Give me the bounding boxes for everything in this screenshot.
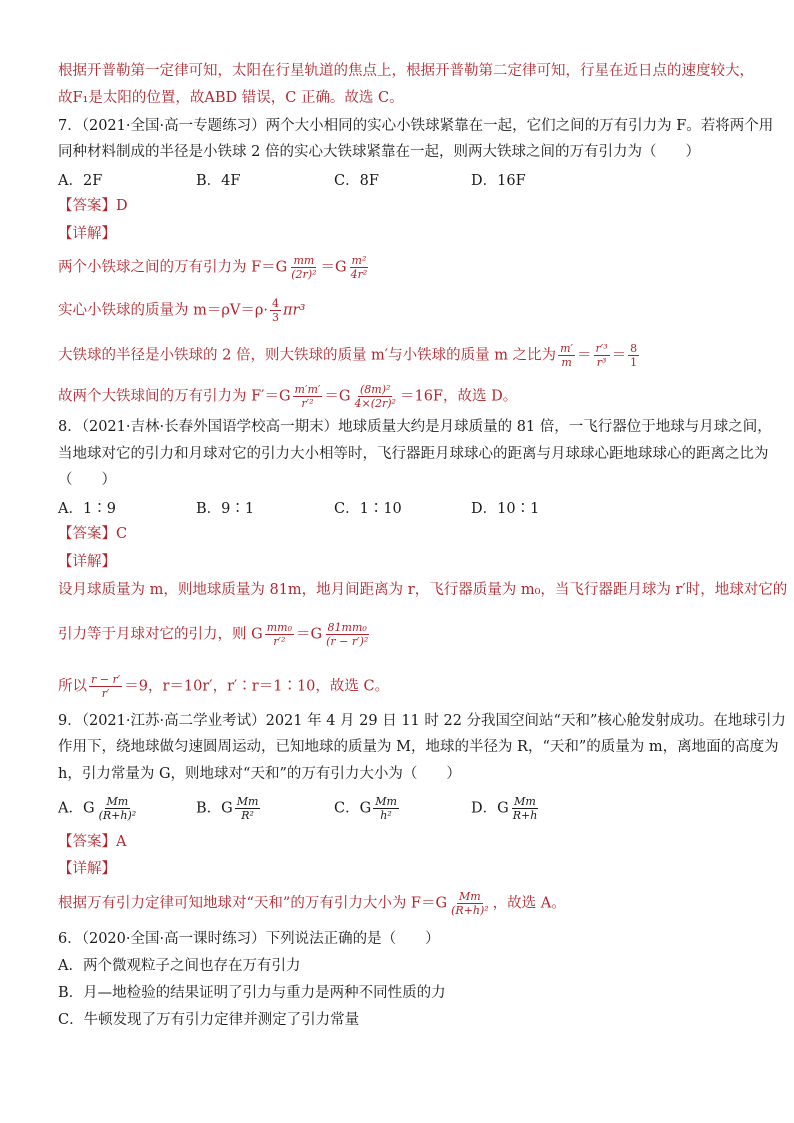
q7-s2-f-num: 4 (272, 297, 279, 310)
q7-s3-f2-num: r′³ (595, 342, 608, 355)
q7-option-a: A．2F (58, 173, 103, 189)
q9-s1-tail: ，故选 A。 (492, 895, 566, 912)
q9-option-b-den: R² (241, 809, 254, 822)
q8-stem-line-2: 当地球对它的引力和月球对它的引力大小相等时，飞行器距月球球心的距离与月球球心距地球球心的距离之比为 (58, 446, 769, 462)
q7-stem-line-1: 7．（2021·全国·高一专题练习）两个大小相同的实心小铁球紧靠在一起，它们之间的万有引力为 F。若将两个用 (58, 118, 774, 134)
q8-answer: 【答案】C (58, 526, 128, 542)
q9-option-d-num: Mm (514, 795, 536, 808)
q8-option-a: A．1∶9 (58, 501, 116, 517)
q7-answer: 【答案】D (58, 198, 128, 214)
q7-s1-f2-num: m² (351, 254, 367, 267)
q9-option-a-fraction (97, 795, 139, 822)
q7-option-c: C．8F (334, 173, 379, 189)
q9-option-a-den: (R+h)² (98, 809, 137, 822)
q7-solution-step-3 (58, 342, 641, 369)
q7-stem-line-2: 同种材料制成的半径是小铁球 2 倍的实心大铁球紧靠在一起，则两大铁球之间的万有引力为（ ） (58, 144, 700, 160)
q7-s2-fraction (270, 297, 281, 324)
q8-s3-fraction (89, 673, 122, 700)
q7-s3-f3-den: 1 (630, 356, 638, 369)
q7-s1-eq: ＝G (320, 259, 347, 276)
q9-s1-f-den: (R+h)² (451, 904, 489, 917)
q8-option-b: B．9∶1 (196, 501, 255, 517)
q7-s2-f-den: 3 (272, 311, 279, 324)
q7-s3-text: 大铁球的半径是小铁球的 2 倍，则大铁球的质量 m′与小铁球的质量 m 之比为 (58, 347, 557, 364)
q9-option-c (334, 795, 401, 822)
q8-s2-f2-num: 81mm₀ (327, 621, 367, 634)
q7-s3-f2-den: r³ (596, 356, 607, 369)
q9-detail-heading: 【详解】 (58, 861, 116, 877)
q7-s4-tail: ＝16F，故选 D。 (399, 388, 518, 405)
q6-option-b: B．月—地检验的结果证明了引力与重力是两种不同性质的力 (58, 985, 446, 1001)
q6-stem-line-1: 6．（2020·全国·高一课时练习）下列说法正确的是（ ） (58, 931, 440, 947)
q8-solution-step-3 (58, 673, 389, 700)
q9-option-c-den: h² (380, 809, 392, 822)
q7-s1-f1-num: mm (293, 254, 315, 267)
q8-s3-f-num: r − r′ (91, 673, 121, 686)
q9-s1-text: 根据万有引力定律可知地球对“天和”的万有引力大小为 F＝G (58, 895, 448, 912)
q9-option-c-fraction (373, 795, 399, 822)
q8-solution-step-2 (58, 621, 372, 648)
q8-stem-line-3: （ ） (58, 472, 116, 488)
q8-s2-eq: ＝G (295, 626, 323, 643)
q7-s3-f3-num: 8 (630, 342, 638, 355)
q7-s4-fraction-2 (353, 383, 398, 410)
q6-option-c: C．牛顿发现了万有引力定律并测定了引力常量 (58, 1012, 360, 1028)
q9-option-d (471, 795, 541, 822)
q7-s3-fraction-2 (594, 342, 610, 369)
q7-s2-text: 实心小铁球的质量为 m＝ρV＝ρ· (58, 302, 268, 319)
q8-s2-fraction-1 (265, 621, 294, 648)
q7-s3-fraction-1 (558, 342, 575, 369)
q9-option-d-den: R+h (512, 809, 538, 822)
q8-solution-step-1: 设月球质量为 m，则地球质量为 81m，地月间距离为 r，飞行器质量为 m₀，当飞行器距月球为 r′时，地球对它的 (58, 582, 788, 598)
q7-s4-text: 故两个大铁球间的万有引力为 F′＝G (58, 388, 291, 405)
q7-solution-step-1 (58, 254, 371, 281)
q9-stem-line-2: 作用下，绕地球做匀速圆周运动，已知地球的质量为 M，地球的半径为 R，“天和”的质量为 m，离地面的高度为 (58, 739, 779, 755)
q6-option-a: A．两个微观粒子之间也存在万有引力 (58, 958, 301, 974)
prev-explanation-line-1: 根据开普勒第一定律可知，太阳在行星轨道的焦点上，根据开普勒第二定律可知，行星在近日点的速度较大， (58, 63, 754, 79)
q7-s4-eq: ＝G (324, 388, 351, 405)
q7-s2-tail: πr³ (283, 302, 306, 319)
q8-detail-heading: 【详解】 (58, 554, 116, 570)
q8-s2-fraction-2 (324, 621, 370, 648)
q8-option-c: C．1∶10 (334, 501, 402, 517)
q9-option-d-prefix: D．G (471, 800, 509, 817)
q8-option-d: D．10∶1 (471, 501, 540, 517)
q7-s1-f1-den: (2r)² (291, 268, 317, 281)
q7-s1-fraction-1 (289, 254, 318, 281)
q9-option-d-fraction (511, 795, 540, 822)
q7-s4-f1-den: r′² (301, 397, 314, 410)
q9-stem-line-3: h，引力常量为 G，则地球对“天和”的万有引力大小为（ ） (58, 766, 461, 782)
q9-option-c-num: Mm (375, 795, 397, 808)
q9-option-b-prefix: B．G (196, 800, 233, 817)
q8-s3-text: 所以 (58, 678, 87, 695)
q7-option-b: B．4F (196, 173, 241, 189)
q9-s1-f-num: Mm (459, 890, 481, 903)
q7-s4-f1-num: m′m′ (294, 383, 321, 396)
q9-option-a-num: Mm (106, 795, 129, 808)
q7-solution-step-4 (58, 383, 517, 410)
q8-stem-line-1: 8．（2021·吉林·长春外国语学校高一期末）地球质量大约是月球质量的 81 倍，一飞行器位于地球与月球之间， (58, 419, 772, 435)
q8-s2-f2-den: (r − r′)² (326, 635, 369, 648)
q7-option-d: D．16F (471, 173, 526, 189)
q7-s4-f2-num: (8m)² (360, 383, 391, 396)
q8-s2-f1-num: mm₀ (266, 621, 292, 634)
q7-solution-step-2 (58, 297, 305, 324)
q7-s3-eq-2: ＝ (611, 347, 627, 364)
prev-explanation-line-2: 故F₁是太阳的位置，故ABD 错误，C 正确。故选 C。 (58, 90, 404, 106)
q9-option-b (196, 795, 262, 822)
q9-solution-step-1 (58, 890, 566, 917)
q7-s3-fraction-3 (628, 342, 639, 369)
q8-s2-text: 引力等于月球对它的引力，则 G (58, 626, 263, 643)
q9-option-a-prefix: A．G (58, 800, 95, 817)
q8-s3-f-den: r′ (101, 687, 110, 700)
q9-option-c-prefix: C．G (334, 800, 372, 817)
q7-s1-text: 两个小铁球之间的万有引力为 F＝G (58, 259, 288, 276)
q8-s3-tail: ＝9，r＝10r′，r′∶r＝1∶10，故选 C。 (124, 678, 390, 695)
q9-option-a (58, 795, 140, 822)
q7-s1-fraction-2 (349, 254, 370, 281)
q7-s4-f2-den: 4×(2r)² (354, 397, 396, 410)
q7-s4-fraction-1 (293, 383, 323, 410)
q8-s2-f1-den: r′² (273, 635, 286, 648)
q9-stem-line-1: 9．（2021·江苏·高二学业考试）2021 年 4 月 29 日 11 时 22 分我国空间站“天和”核心舱发射成功。在地球引力 (58, 713, 786, 729)
q7-s3-f1-num: m′ (560, 342, 573, 355)
q9-option-b-fraction (235, 795, 261, 822)
q7-s1-f2-den: 4r² (350, 268, 368, 281)
q9-s1-fraction (449, 890, 491, 917)
q7-s3-f1-den: m (561, 356, 572, 369)
q9-option-b-num: Mm (236, 795, 259, 808)
q7-detail-heading: 【详解】 (58, 226, 116, 242)
q7-s3-eq: ＝ (577, 347, 592, 364)
q9-answer: 【答案】A (58, 834, 127, 850)
